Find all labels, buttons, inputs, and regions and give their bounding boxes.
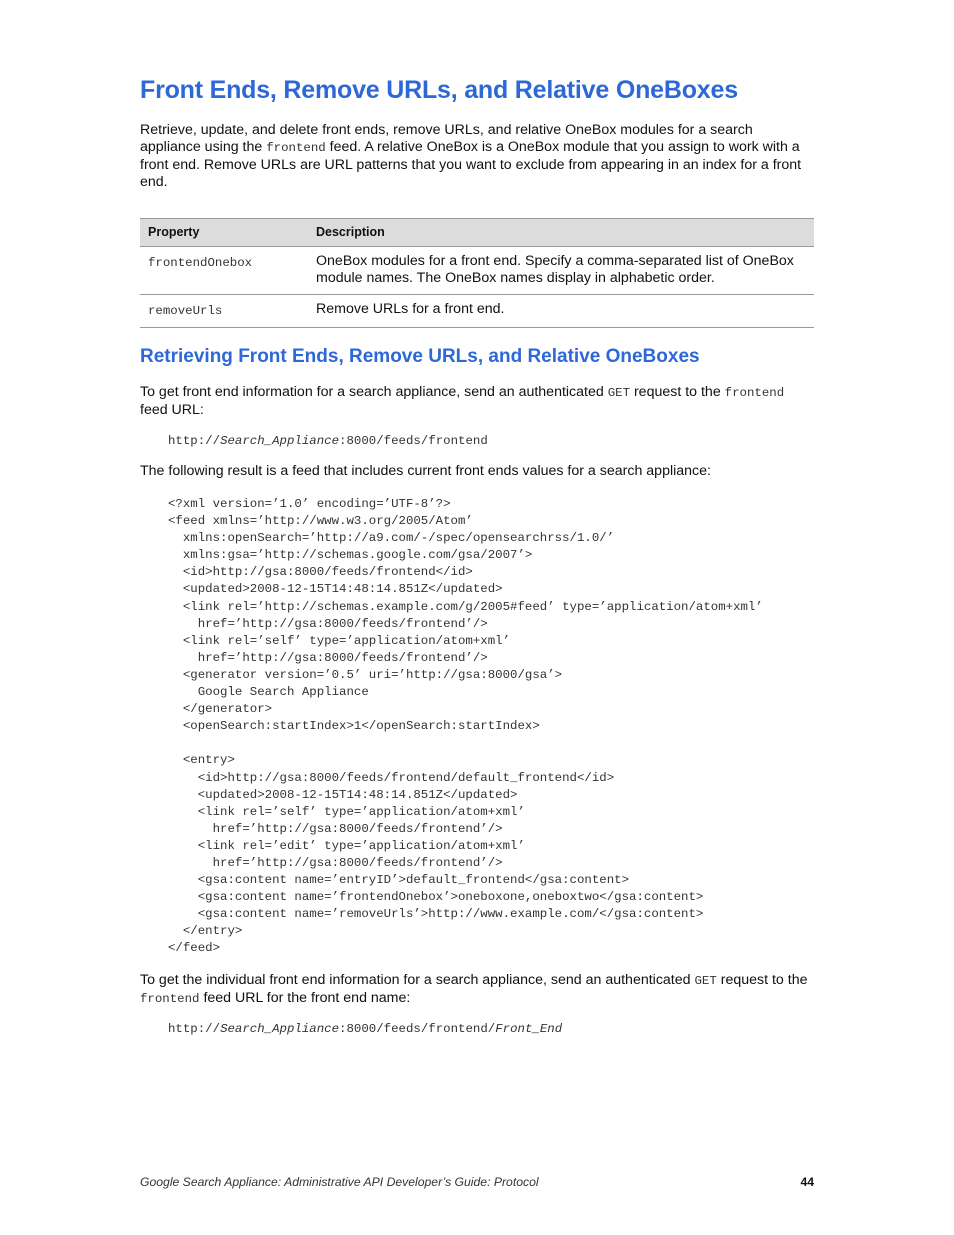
frontend-name-url [168,1021,562,1038]
url2-middle: :8000/feeds/frontend/ [339,1022,496,1036]
url2-host: Search_Appliance [220,1022,340,1036]
intro-code: frontend [266,141,326,155]
property-table [140,218,814,328]
page-number: 44 [800,1175,814,1189]
intro-paragraph [140,122,814,191]
table-cell-description: Remove URLs for a front end. [308,295,814,328]
paragraph-get-request [140,384,814,419]
para3-text-c: feed URL for the front end name: [199,990,411,1006]
table-cell-property: frontendOnebox [140,247,308,295]
para1-text-b: request to the [630,384,725,400]
section-title: Retrieving Front Ends, Remove URLs, and Relative OneBoxes [140,346,700,367]
para1-code-frontend: frontend [724,386,785,400]
page-footer [140,1174,814,1191]
table-header-row [140,219,814,247]
table-header-property: Property [140,219,308,247]
para3-text-a: To get the individual front end information for a search appliance, send an authenticated [140,972,695,988]
footer-title: Google Search Appliance: Administrative API Developer’s Guide: Protocol [140,1175,539,1189]
table-row [140,295,814,328]
paragraph-result: The following result is a feed that includes current front ends values for a search appliance: [140,463,711,479]
url2-name: Front_End [495,1022,563,1036]
xml-code-block: <?xml version=’1.0’ encoding=’UTF-8’?> <feed xmlns=’http://www.w3.org/2005/Atom’ xmlns:openSearch=’http://a9.com/-/spec/opensearchrss/1.0/’ xmlns:gsa=’http://schemas.google.com/gsa/2007’> <id>http://gsa:8000/feeds/frontend</id> <updated>2008-12-15T14:48:14.851Z</updated> <link rel=’http://schemas.example.com/g/2005#feed’ type=’application/atom+xml’ href=’http://gsa:8000/feeds/frontend’/> <link rel=’self’ type=’application/atom+xml’ href=’http://gsa:8000/feeds/frontend’/> <generator version=’0.5’ uri=’http://gsa:8000/gsa’> Google Search Appliance </generator> <openSearch:startIndex>1</openSearch:startIndex> <entry> <id>http://gsa:8000/feeds/frontend/default_frontend</id> <updated>2008-12-15T14:48:14.851Z</updated> <link rel=’self’ type=’application/atom+xml’ href=’http://gsa:8000/feeds/frontend’/> <link rel=’edit’ type=’application/atom+xml’ href=’http://gsa:8000/feeds/frontend’/> <gsa:content name=’entryID’>default_frontend</gsa:content> <gsa:content name=’frontendOnebox’>oneboxone,oneboxtwo</gsa:content> <gsa:content name=’removeUrls’>http://www.example.com/</gsa:content> </entry> </feed> [168,497,763,956]
table-header-description: Description [308,219,814,247]
page-title: Front Ends, Remove URLs, and Relative OneBoxes [140,76,738,104]
para1-text-c: feed URL: [140,402,204,418]
intro-text-2: feed. A relative OneBox is a OneBox module that you assign to work with a front end. Remove URLs are URL patterns that you want to exclude from appearing in an index for a front end. [140,139,802,190]
url2-prefix: http:// [168,1022,221,1036]
para3-text-b: request to the [716,972,808,988]
intro-text-1: Retrieve, update, and delete front ends, remove URLs, and relative OneBox modules for a search appliance using the [140,122,753,155]
paragraph-individual [140,972,814,1008]
table-cell-property: removeUrls [140,295,308,328]
para1-text-a: To get front end information for a search appliance, send an authenticated [140,384,608,400]
para3-code-get: GET [694,974,717,988]
url1-suffix: :8000/feeds/frontend [339,434,488,448]
para3-code-frontend: frontend [140,992,200,1006]
feed-url [168,433,488,450]
table-row [140,247,814,295]
url1-prefix: http:// [168,434,221,448]
para1-code-get: GET [607,386,631,400]
table-cell-description: OneBox modules for a front end. Specify a comma-separated list of OneBox module names. The OneBox names display in alphabetic order. [308,247,814,295]
url1-host: Search_Appliance [220,434,340,448]
